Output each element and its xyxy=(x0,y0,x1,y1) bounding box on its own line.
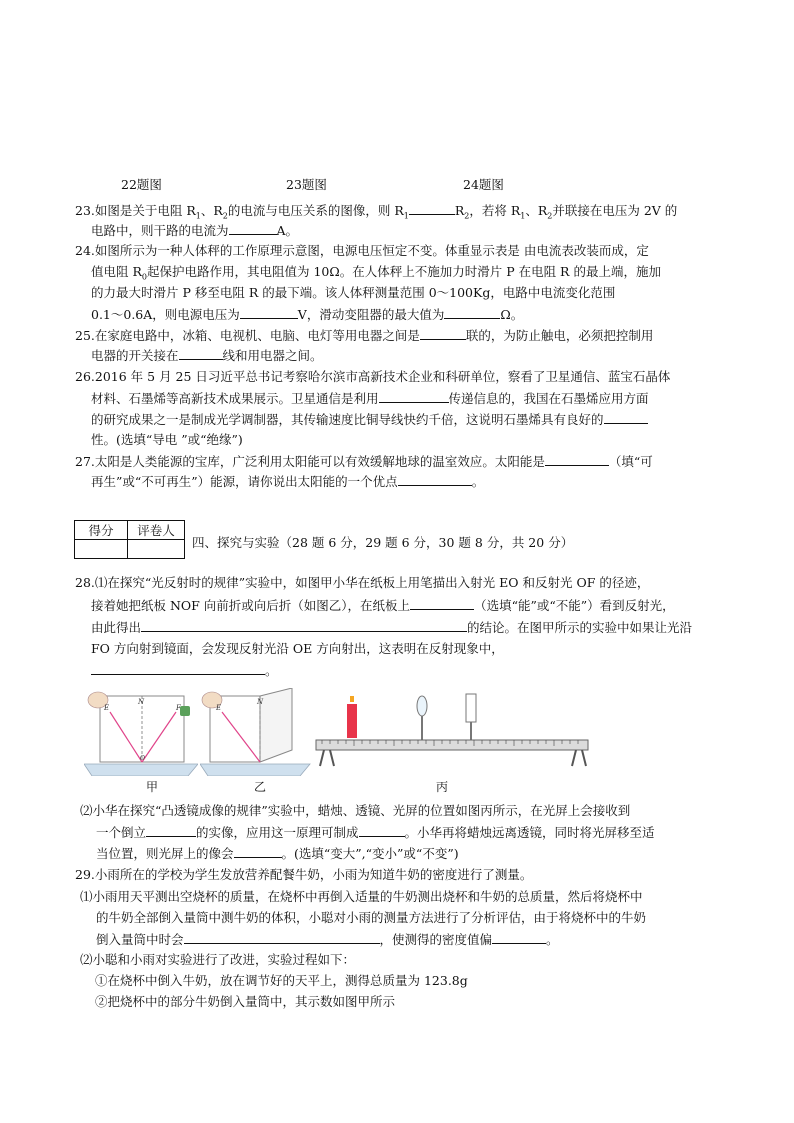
q28-line5: 。 xyxy=(91,661,278,680)
q28-line1: 28.⑴在探究“光反射时的规律”实验中，如图甲小华在纸板上用笔描出入射光 EO 和反射光 OF 的径迹， xyxy=(75,575,650,590)
q28-part2-line1: ⑵小华在探究“凸透镜成像的规律”实验中，蜡烛、透镜、光屏的位置如图丙所示，在光屏上会接收到 xyxy=(80,803,631,818)
q28-blank1[interactable] xyxy=(410,596,474,610)
fig-label-bing: 丙 xyxy=(436,780,449,794)
q24-line2: 值电阻 $R_0$起保护电路作用，其电阻值为 10Ω。在人体秤上不施加力时滑片 P 在电阻 R 的最上端，施加 xyxy=(91,264,661,282)
candle-flame xyxy=(350,696,354,702)
q28-line2: 接着她把纸板 NOF 向前折或向后折（如图乙），在纸板上 （选填“能”或“不能”）看到反射光， xyxy=(91,598,675,613)
q24-line4: 0.1～0.6A，则电源电压为 V，滑动变阻器的最大值为 Ω。 xyxy=(91,307,524,322)
q28-part2-line2: 一个倒立 的实像，应用这一原理可制成 。小华再将蜡烛远离透镜，同时将光屏移至适 xyxy=(96,825,655,840)
q24-line1: 24.如图所示为一种人体秤的工作原理示意图，电源电压恒定不变。体重显示表是 由电流表改装而成，定 xyxy=(75,243,649,258)
svg-text:N: N xyxy=(257,698,264,706)
bench-leg-right xyxy=(572,750,586,766)
figure-bing xyxy=(314,692,592,772)
q25-blank1[interactable] xyxy=(420,326,466,340)
svg-text:F: F xyxy=(176,704,181,712)
q29-step2: ②把烧杯中的部分牛奶倒入量筒中，其示数如图甲所示 xyxy=(95,994,396,1009)
q23-line1: 23.如图是关于电阻 $R_1$、$R_2$的电流与电压关系的图像，则 $R_1$ $R_2$，若将 $R_1$、$R_2$并联接在电压为 2V 的 xyxy=(75,203,678,221)
grader-cell[interactable] xyxy=(128,540,185,559)
mirror xyxy=(84,764,198,776)
optical-bench xyxy=(316,740,588,750)
q25-line2: 电器的开关接在 线和用电器之间。 xyxy=(91,348,323,363)
grader-header: 评卷人 xyxy=(128,521,185,540)
q26-line3: 的研究成果之一是制成光学调制器，其传输速度比铜导线快约千倍，这说明石墨烯具有良好的 xyxy=(91,410,648,429)
q28-blank2[interactable] xyxy=(141,618,467,632)
fig-label-yi: 乙 xyxy=(254,780,267,794)
q25-blank2[interactable] xyxy=(179,346,223,360)
light-screen-icon xyxy=(466,694,476,722)
candle-icon xyxy=(347,704,357,738)
screen-holder xyxy=(470,722,472,740)
q26-blank1[interactable] xyxy=(379,389,449,403)
q28-part2-line3: 当位置，则光屏上的像会 。(选填“变大”,“变小”或“不变”) xyxy=(96,846,459,861)
q28-blank4[interactable] xyxy=(146,823,196,837)
q26-blank2[interactable] xyxy=(604,410,648,424)
mirror xyxy=(200,764,310,776)
q29-part1-line1: ⑴小雨用天平测出空烧杯的质量，在烧杯中再倒入适量的牛奶测出烧杯和牛奶的总质量，然后将烧杯中 xyxy=(80,889,643,904)
svg-text:E: E xyxy=(104,704,110,712)
laser-pen-icon xyxy=(180,706,190,716)
q28-blank5[interactable] xyxy=(359,823,405,837)
score-cell[interactable] xyxy=(75,540,128,559)
svg-text:O: O xyxy=(140,755,145,762)
caption-fig22: 22题图 xyxy=(121,177,162,192)
q24-blank2[interactable] xyxy=(444,305,500,319)
convex-lens-icon xyxy=(417,696,427,716)
q23-line2: 电路中，则干路的电流为 A。 xyxy=(91,223,299,238)
q28-line4: FO 方向射到镜面，会发现反射光沿 OE 方向射出，这表明在反射现象中， xyxy=(91,641,504,656)
q26-line1: 26.2016 年 5 月 25 日习近平总书记考察哈尔滨市高新技术企业和科研单位，察看了卫星通信、蓝宝石晶体 xyxy=(75,369,671,384)
bench-leg-left xyxy=(320,750,334,766)
q29-blank2[interactable] xyxy=(492,930,546,944)
figure-yi xyxy=(200,688,312,776)
figure-jia xyxy=(84,688,198,776)
folded-board xyxy=(260,688,292,762)
q29-part1-line3: 倒入量筒中时会 ，使测得的密度值偏 。 xyxy=(96,932,559,947)
q24-line3: 的力最大时滑片 P 移至电阻 R 的最下端。该人体秤测量范围 0～100Kg，电路中电流变化范围 xyxy=(91,285,616,300)
q27-blank2[interactable] xyxy=(398,472,472,486)
q28-blank3[interactable] xyxy=(91,661,265,675)
score-header: 得分 xyxy=(75,521,128,540)
svg-text:N: N xyxy=(138,698,145,706)
lens-holder xyxy=(421,716,423,740)
caption-fig24: 24题图 xyxy=(463,177,504,192)
q28-line3: 由此得出 的结论。在图甲所示的实验中如果让光沿 xyxy=(91,620,693,635)
q29-part1-line2: 的牛奶全部倒入量筒中测牛奶的体积，小聪对小雨的测量方法进行了分析评估，由于将烧杯中的牛奶 xyxy=(96,910,647,925)
caption-fig23: 23题图 xyxy=(286,177,327,192)
q23-blank1[interactable] xyxy=(409,201,455,215)
fig-label-jia: 甲 xyxy=(146,780,159,794)
q24-blank1[interactable] xyxy=(240,305,298,319)
q27-line1: 27.太阳是人类能源的宝库，广泛利用太阳能可以有效缓解地球的温室效应。太阳能是 （填“可 xyxy=(75,454,653,469)
q26-line2: 材料、石墨烯等高新技术成果展示。卫星通信是利用 传递信息的，我国在石墨烯应用方面 xyxy=(91,391,649,406)
svg-text:E: E xyxy=(216,704,222,712)
q29-line1: 29.小雨所在的学校为学生发放营养配餐牛奶，小雨为知道牛奶的密度进行了测量。 xyxy=(75,867,533,882)
q27-blank1[interactable] xyxy=(545,452,609,466)
q26-line4: 性。(选填“导电 ”或“绝缘”) xyxy=(91,432,243,447)
section4-heading: 四、探究与实验（28 题 6 分，29 题 6 分，30 题 8 分，共 20 分） xyxy=(192,535,574,550)
q28-blank6[interactable] xyxy=(234,844,282,858)
q25-line1: 25.在家庭电路中，冰箱、电视机、电脑、电灯等用电器之间是 联的，为防止触电，必须把控制用 xyxy=(75,328,654,343)
q29-blank1[interactable] xyxy=(184,930,380,944)
q23-blank2[interactable] xyxy=(229,221,277,235)
score-table xyxy=(74,520,185,559)
q27-line2: 再生”或“不可再生”）能源，请你说出太阳能的一个优点 。 xyxy=(91,474,485,489)
q29-step1: ①在烧杯中倒入牛奶，放在调节好的天平上，测得总质量为 123.8g xyxy=(95,973,468,988)
q29-part2-line1: ⑵小聪和小雨对实验进行了改进，实验过程如下： xyxy=(80,952,356,967)
